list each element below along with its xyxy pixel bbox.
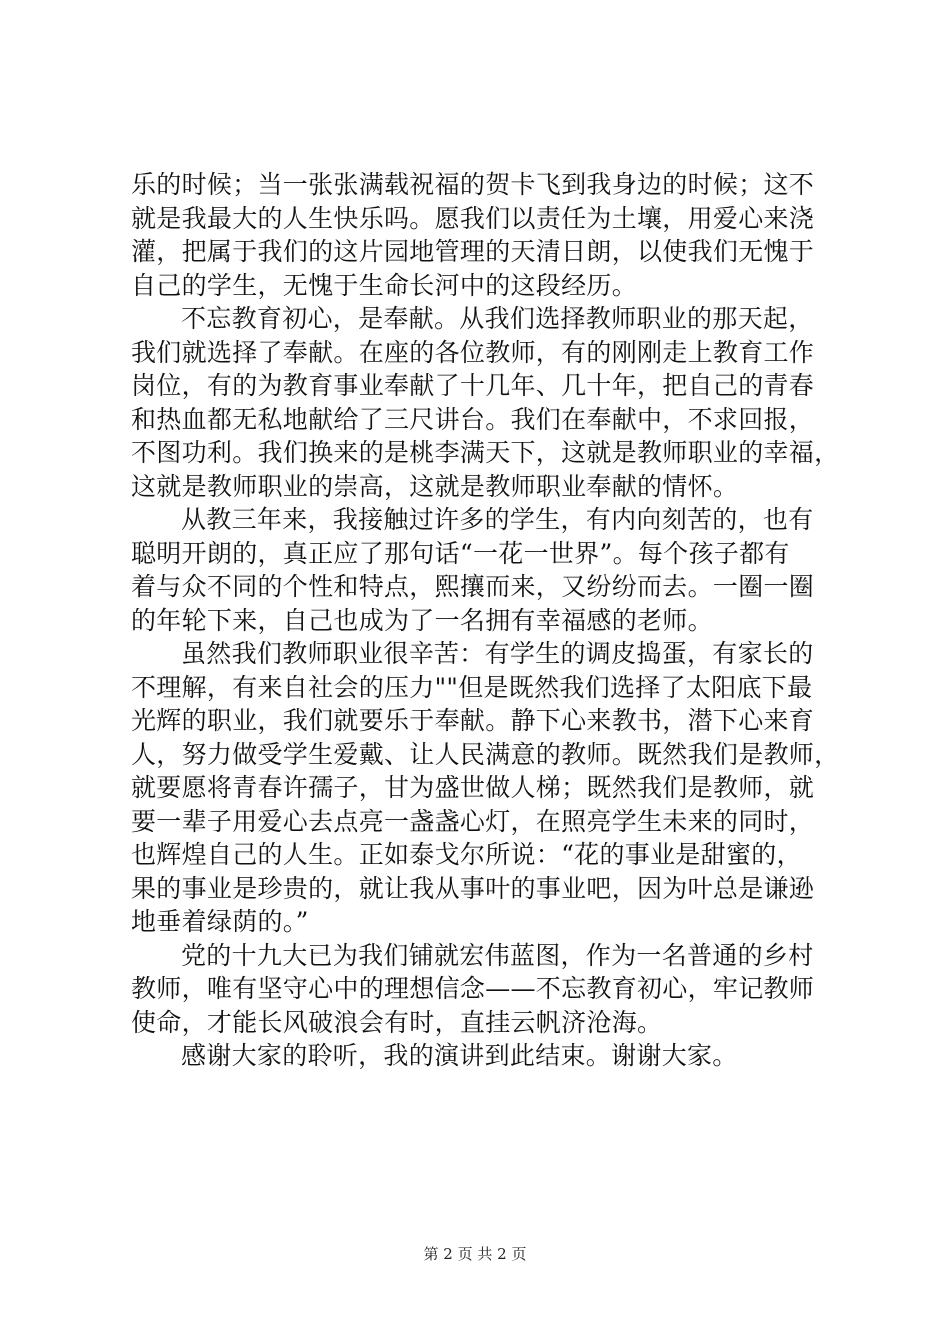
text-line: 党的十九大已为我们铺就宏伟蓝图，作为一名普通的乡村 [181,940,814,970]
document-body [131,168,840,1073]
text-line: 感谢大家的聆听，我的演讲到此结束。谢谢大家。 [181,1041,738,1070]
page-footer: 第 2 页 共 2 页 [423,1245,527,1263]
text-line: 就是我最大的人生快乐吗。愿我们以责任为土壤，用爱心来浇 [131,203,815,233]
text-line: 不图功利。我们换来的是桃李满天下，这就是教师职业的幸福， [131,438,840,467]
text-line: 的年轮下来，自己也成为了一名拥有幸福感的老师。 [131,605,713,635]
text-line: 从教三年来，我接触过许多的学生，有内向刻苦的，也有 [181,505,814,534]
text-line: 就要愿将青春许孺子，甘为盛世做人梯；既然我们是教师，就 [131,773,815,802]
text-line: 和热血都无私地献给了三尺讲台。我们在奉献中，不求回报， [131,404,815,434]
text-line: 使命，才能长风破浪会有时，直挂云帆济沧海。 [131,1007,663,1037]
text-line: 聪明开朗的，真正应了那句话“一花一世界”。每个孩子都有 [131,538,790,568]
text-line: 我们就选择了奉献。在座的各位教师，有的刚刚走上教育工作 [131,337,815,367]
text-line: 虽然我们教师职业很辛苦：有学生的调皮捣蛋，有家长的 [181,639,814,668]
text-line: 灌，把属于我们的这片园地管理的天清日朗，以使我们无愧于 [131,237,815,266]
text-line: 光辉的职业，我们就要乐于奉献。静下心来教书，潜下心来育 [131,706,815,735]
text-line: 教师，唯有坚守心中的理想信念——不忘教育初心，牢记教师 [131,974,815,1003]
text-line: 不忘教育初心，是奉献。从我们选择教师职业的那天起， [181,304,814,333]
text-line: 着与众不同的个性和特点，熙攘而来，又纷纷而去。一圈一圈 [131,572,815,601]
text-line: 地垂着绿荫的。” [131,907,309,936]
text-line: 乐的时候；当一张张满载祝福的贺卡飞到我身边的时候；这不 [131,170,815,199]
text-line: 也辉煌自己的人生。正如泰戈尔所说：“花的事业是甜蜜的， [131,840,802,869]
text-line: 要一辈子用爱心去点亮一盏盏心灯，在照亮学生未来的同时， [131,806,815,836]
text-line: 人，努力做受学生爱戴、让人民满意的教师。既然我们是教师， [131,739,840,769]
text-line: 自己的学生，无愧于生命长河中的这段经历。 [131,270,638,300]
text-line: 岗位，有的为教育事业奉献了十几年、几十年，把自己的青春 [131,371,815,400]
text-line: 果的事业是珍贵的，就让我从事叶的事业吧，因为叶总是谦逊 [131,873,815,903]
text-line: 这就是教师职业的崇高，这就是教师职业奉献的情怀。 [131,471,739,501]
text-line: 不理解，有来自社会的压力""但是既然我们选择了太阳底下最 [131,672,813,702]
